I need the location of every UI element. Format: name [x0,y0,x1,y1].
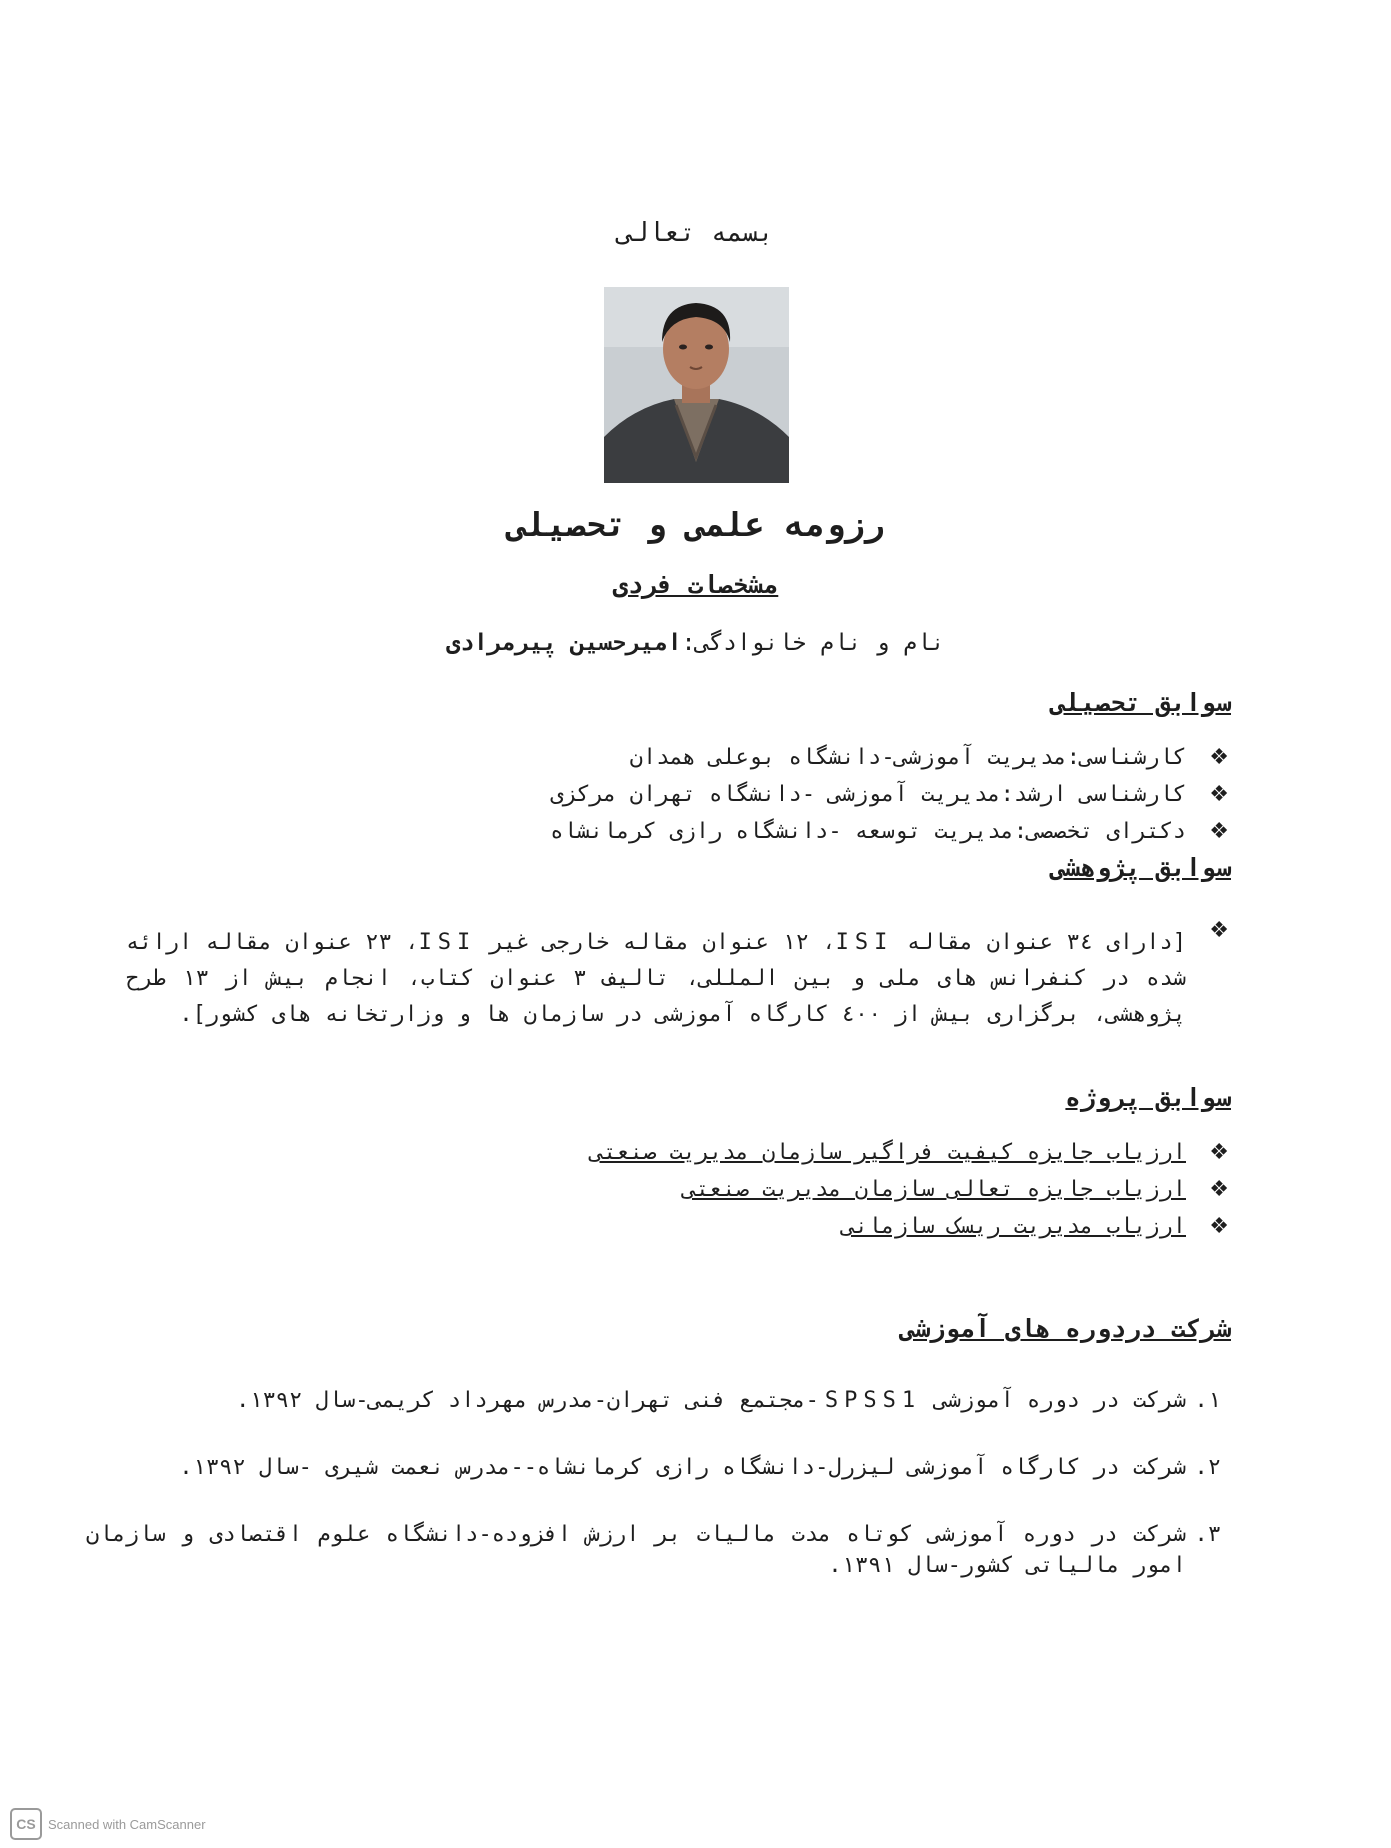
bullet-icon: ❖ [1209,918,1229,943]
bullet-icon: ❖ [1209,782,1229,807]
education-item: دکترای تخصصی:مدیریت توسعه -دانشگاه رازی کرمانشاه [550,819,1186,844]
course-item: شرکت در دوره آموزشی SPSS1-مجتمع فنی تهران-مدرس مهرداد کریمی-سال ١٣٩٢. [236,1388,1186,1413]
name-label: نام و نام خانوادگی: [681,630,945,656]
personal-info-heading: مشخصات فردی [612,570,779,599]
projects-heading: سوابق پروژه [1065,1083,1231,1112]
bullet-icon: ❖ [1209,1177,1229,1202]
bullet-icon: ❖ [1209,819,1229,844]
course-number: ٣. [1194,1522,1221,1547]
bismillah-heading: بسمه تعالی [617,218,774,248]
portrait-icon [604,287,789,483]
scanner-watermark [10,1808,206,1840]
full-name-line [0,630,1391,656]
courses-heading: شرکت دردوره های آموزشی [899,1314,1231,1343]
course-item: شرکت در دوره آموزشی کوتاه مدت مالیات بر ارزش افزوده-دانشگاه علوم اقتصادی و سازمان امور مالیاتی کشور-سال ١٣٩١. [86,1522,1186,1578]
research-heading: سوابق پژوهشی [1050,853,1231,882]
course-item: شرکت در کارگاه آموزشی لیزرل-دانشگاه رازی کرمانشاه--مدرس نعمت شیری -سال ١٣٩٢. [179,1455,1186,1480]
course-number: ٢. [1194,1455,1221,1480]
bullet-icon: ❖ [1209,745,1229,770]
bullet-icon: ❖ [1209,1140,1229,1165]
course-number: ١. [1194,1388,1221,1413]
education-heading: سوابق تحصیلی [1050,688,1231,717]
camscanner-logo-icon: CS [10,1808,42,1840]
bullet-icon: ❖ [1209,1214,1229,1239]
portrait-photo [604,287,789,483]
name-value: امیرحسین پیرمرادی [446,630,682,656]
education-item: کارشناسی:مدیریت آموزشی-دانشگاه بوعلی همدان [629,745,1186,770]
research-paragraph: [دارای ٣٤ عنوان مقاله ISI، ١٢ عنوان مقاله خارجی غیر ISI، ٢٣ عنوان مقاله ارائه شده در کنفرانس های ملی و بین المللی، تالیف ٣ عنوان کتاب، انجام بیش از ١٣ طرح پژوهشی، برگزاری بیش از ٤٠٠ کارگاه آموزشی در سازمان ها و وزارتخانه های کشور]. [126,930,1187,1027]
education-item: کارشناسی ارشد:مدیریت آموزشی -دانشگاه تهران مرکزی [550,782,1186,807]
watermark-text: Scanned with CamScanner [48,1816,206,1832]
page-title: رزومه علمی و تحصیلی [506,505,885,544]
project-item: ارزیاب جایزه کیفیت فراگیر سازمان مدیریت صنعتی [589,1140,1186,1165]
project-item: ارزیاب مدیریت ریسک سازمانی [841,1214,1186,1239]
project-item: ارزیاب جایزه تعالی سازمان مدیریت صنعتی [682,1177,1186,1202]
